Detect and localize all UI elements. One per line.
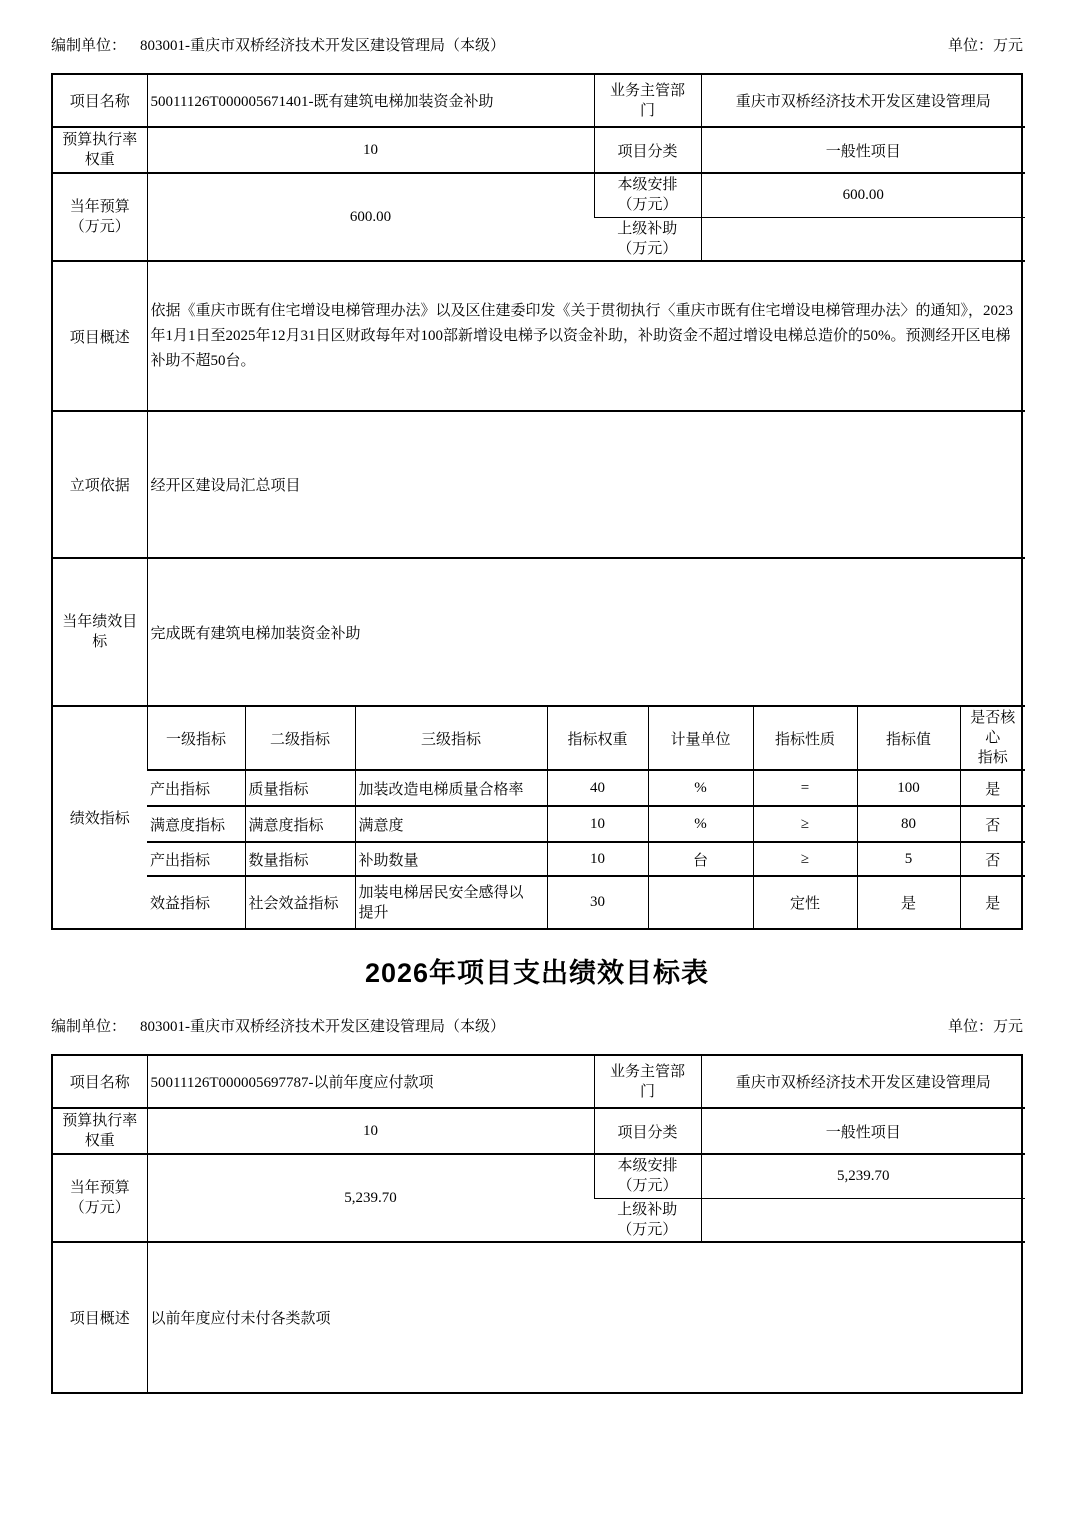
unit-label-1: 单位：万元	[947, 38, 1023, 54]
indicator-header-core-line1: 是否核心	[970, 710, 1016, 746]
indicator-cell-value: 80	[857, 806, 960, 842]
indicator-header-level1: 一级指标	[147, 707, 245, 770]
indicator-cell-nature: ≥	[753, 842, 857, 876]
indicator-cell-unit: %	[648, 806, 753, 842]
dept-label-line2-t1: 门	[639, 102, 655, 119]
budget-label-line1-t1: 当年预算	[69, 199, 130, 215]
dept-label-t2	[594, 1056, 701, 1108]
indicator-cell-core: 是	[960, 876, 1025, 928]
indicator-header-core-line2: 指标	[977, 750, 1008, 766]
dept-label-line1-t2: 业务主管部	[609, 1063, 685, 1080]
org-label-1: 编制单位：	[51, 38, 127, 54]
upper-subsidy-label-t2	[594, 1198, 701, 1242]
indicator-cell-weight: 10	[547, 842, 648, 876]
category-label-t1: 项目分类	[594, 127, 701, 173]
upper-subsidy-label-line1-t1: 上级补助	[617, 220, 678, 237]
project-table-2-main	[53, 1056, 1025, 1392]
indicator-cell-unit	[648, 876, 753, 928]
budget-value-t2: 5,239.70	[147, 1154, 594, 1242]
category-value-t2: 一般性项目	[701, 1108, 1025, 1154]
indicator-header-weight: 指标权重	[547, 707, 648, 770]
unit-label-2: 单位：万元	[947, 1019, 1023, 1035]
page-title: 2026年项目支出绩效目标表	[364, 958, 710, 988]
indicator-cell-level3: 补助数量	[355, 842, 547, 876]
meta-row-1	[51, 36, 1023, 56]
indicator-cell-unit: 台	[648, 842, 753, 876]
upper-subsidy-value-t2	[701, 1198, 1025, 1242]
budget-label-line1-t2: 当年预算	[69, 1180, 130, 1196]
dept-label-line2-t2: 门	[639, 1083, 655, 1100]
upper-subsidy-label-line2-t1: （万元）	[617, 240, 678, 257]
indicator-cell-nature: =	[753, 770, 857, 806]
indicator-cell-value: 5	[857, 842, 960, 876]
exec-weight-label-line1-t1: 预算执行率	[62, 132, 138, 148]
indicator-cell-weight: 30	[547, 876, 648, 928]
budget-value-t1: 600.00	[147, 173, 594, 261]
indicator-row-1	[53, 770, 1025, 806]
exec-weight-label-line2-t1: 权重	[84, 152, 115, 168]
upper-subsidy-label-line2-t2: （万元）	[617, 1221, 678, 1238]
indicator-header-unit: 计量单位	[648, 707, 753, 770]
basis-value-t1: 经开区建设局汇总项目	[147, 411, 1025, 558]
upper-subsidy-value-t1	[701, 217, 1025, 261]
local-budget-label-line2-t2: （万元）	[617, 1178, 678, 1195]
org-label-2: 编制单位：	[51, 1019, 127, 1035]
local-budget-label-line1-t1: 本级安排	[617, 177, 678, 194]
budget-label-line2-t2: （万元）	[69, 1200, 130, 1216]
indicator-cell-level3: 满意度	[355, 806, 547, 842]
exec-weight-label-line1-t2: 预算执行率	[62, 1113, 138, 1129]
exec-weight-label-t2	[53, 1108, 147, 1154]
project-table-1	[51, 73, 1023, 930]
overview-value-t1: 依据《重庆市既有住宅增设电梯管理办法》以及区住建委印发《关于贯彻执行〈重庆市既有住宅增设电梯管理办法〉的通知》，2023年1月1日至2025年12月31日区财政每年对100部新增设电梯予以资金补助，补助资金不超过增设电梯总造价的50%。预测经开区电梯补助不超50台。	[147, 261, 1025, 411]
indicator-cell-level1: 满意度指标	[147, 806, 245, 842]
indicator-cell-weight: 10	[547, 806, 648, 842]
project-table-2	[51, 1054, 1023, 1394]
indicator-cell-core: 否	[960, 842, 1025, 876]
indicator-row-3	[53, 842, 1025, 876]
perf-indicator-label-t1: 绩效指标	[69, 811, 130, 827]
local-budget-label-t2	[594, 1154, 701, 1198]
indicator-cell-weight: 40	[547, 770, 648, 806]
exec-weight-label-line2-t2: 权重	[84, 1133, 115, 1149]
indicator-cell-value: 是	[857, 876, 960, 928]
indicator-cell-core: 是	[960, 770, 1025, 806]
indicator-table-t1	[53, 707, 1025, 928]
indicator-cell-level3-line2: 提升	[358, 904, 389, 921]
budget-label-t1	[53, 173, 147, 261]
overview-value-t2: 以前年度应付未付各类款项	[147, 1242, 1025, 1392]
overview-label-t2: 项目概述	[69, 1311, 130, 1327]
exec-weight-value-t2: 10	[147, 1108, 594, 1154]
meta-row-2	[51, 1017, 1023, 1037]
local-budget-value-t1: 600.00	[701, 173, 1025, 217]
category-value-t1: 一般性项目	[701, 127, 1025, 173]
overview-label-t1: 项目概述	[53, 261, 147, 411]
indicator-cell-value: 100	[857, 770, 960, 806]
org-line-1	[51, 36, 505, 56]
indicator-cell-level1: 效益指标	[150, 896, 211, 912]
dept-value-t2: 重庆市双桥经济技术开发区建设管理局	[701, 1056, 1025, 1108]
dept-label-t1	[594, 75, 701, 127]
indicator-cell-level2: 社会效益指标	[245, 876, 355, 928]
local-budget-value-t2: 5,239.70	[701, 1154, 1025, 1198]
org-line-2	[51, 1017, 505, 1037]
local-budget-label-line1-t2: 本级安排	[617, 1158, 678, 1175]
indicator-cell-level2: 数量指标	[245, 842, 355, 876]
indicator-header-value: 指标值	[857, 707, 960, 770]
indicator-cell-level1: 产出指标	[147, 770, 245, 806]
project-name-label-t2: 项目名称	[53, 1056, 147, 1108]
indicator-cell-level3-line1: 加装电梯居民安全感得以	[358, 884, 524, 901]
goal-label-t1	[53, 558, 147, 706]
indicator-header-nature: 指标性质	[753, 707, 857, 770]
indicator-header-level3: 三级指标	[355, 707, 547, 770]
budget-label-line2-t1: （万元）	[69, 219, 130, 235]
dept-value-t1: 重庆市双桥经济技术开发区建设管理局	[701, 75, 1025, 127]
org-value-1: 803001-重庆市双桥经济技术开发区建设管理局（本级）	[140, 38, 506, 54]
indicator-cell-level3: 加装改造电梯质量合格率	[355, 770, 547, 806]
project-name-label-t1: 项目名称	[53, 75, 147, 127]
indicator-cell-level2: 满意度指标	[245, 806, 355, 842]
indicator-header-core	[960, 707, 1025, 770]
indicator-cell-level2: 质量指标	[245, 770, 355, 806]
indicator-cell-nature: ≥	[753, 806, 857, 842]
indicator-cell-unit: %	[648, 770, 753, 806]
indicator-cell-nature: 定性	[753, 876, 857, 928]
exec-weight-value-t1: 10	[147, 127, 594, 173]
goal-label-line2-t1: 标	[92, 634, 108, 650]
local-budget-label-t1	[594, 173, 701, 217]
category-label-t2: 项目分类	[594, 1108, 701, 1154]
budget-label-t2	[53, 1154, 147, 1242]
indicator-cell-core: 否	[960, 806, 1025, 842]
indicator-row-4	[53, 876, 1025, 928]
upper-subsidy-label-line1-t2: 上级补助	[617, 1201, 678, 1218]
goal-value-t1: 完成既有建筑电梯加装资金补助	[147, 558, 1025, 706]
project-table-1-main	[53, 75, 1025, 707]
goal-label-line1-t1: 当年绩效目	[62, 614, 138, 630]
indicator-row-2	[53, 806, 1025, 842]
local-budget-label-line2-t1: （万元）	[617, 197, 678, 214]
basis-label-t1: 立项依据	[53, 411, 147, 558]
exec-weight-label-t1	[53, 127, 147, 173]
project-name-value-t2: 50011126T000005697787-以前年度应付款项	[147, 1056, 594, 1108]
org-value-2: 803001-重庆市双桥经济技术开发区建设管理局（本级）	[140, 1019, 506, 1035]
indicator-cell-level3	[355, 876, 547, 928]
indicator-header-level2: 二级指标	[245, 707, 355, 770]
indicator-cell-level1: 产出指标	[147, 842, 245, 876]
upper-subsidy-label-t1	[594, 217, 701, 261]
project-name-value-t1: 50011126T000005671401-既有建筑电梯加装资金补助	[147, 75, 594, 127]
dept-label-line1-t1: 业务主管部	[609, 82, 685, 99]
